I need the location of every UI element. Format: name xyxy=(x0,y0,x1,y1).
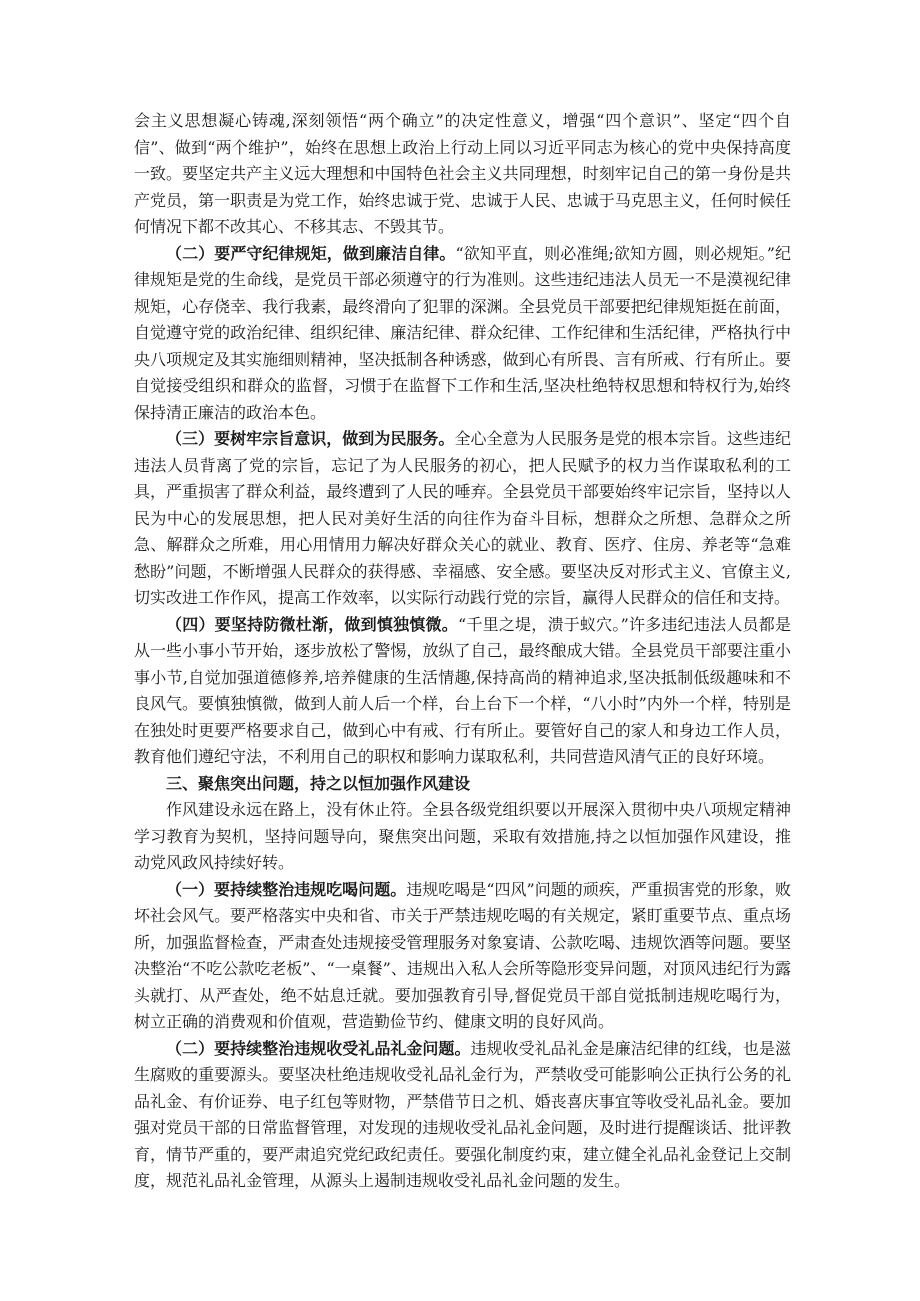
paragraph-prevention xyxy=(134,612,791,771)
paragraph-discipline-body: “欲知平直，则必准绳;欲知方圆，则必规矩。”纪律规矩是党的生命线，是党员干部必须遵守的行为准则。这些违纪违法人员无一不是漠视纪律规矩，心存侥幸、我行我素，最终滑向了犯罪的深渊。全县党员干部要把纪律规矩挺在前面，自觉遵守党的政治纪律、组织纪律、廉洁纪律、群众纪律、工作纪律和生活纪律，严格执行中央八项规定及其实施细则精神，坚决抵制各种诱惑，做到心有所畏、言有所戒、行有所止。要自觉接受组织和群众的监督，习惯于在监督下工作和生活,坚决杜绝特权思想和特权行为,始终保持清正廉洁的政治本色。 xyxy=(134,243,791,422)
paragraph-gifts-lead: （二）要持续整治违规收受礼品礼金问题。 xyxy=(166,1038,471,1058)
section-heading-three: 三、聚焦突出问题，持之以恒加强作风建设 xyxy=(166,773,471,793)
paragraph-purpose xyxy=(134,426,791,612)
paragraph-purpose-lead: （三）要树牢宗旨意识，做到为民服务。 xyxy=(166,429,455,448)
document-body xyxy=(134,108,791,1195)
paragraph-dining-body: 违规吃喝是“四风”问题的顽疾，严重损害党的形象，败坏社会风气。要严格落实中央和省、市关于严禁违规吃喝的有关规定，紧盯重要节点、重点场所，加强监督检查，严肃查处违规接受管理服务对象宴请、公款吃喝、违规饮酒等问题。要坚决整治“不吃公款吃老板”、“一桌餐”、违规出入私人会所等隐形变异问题，对顶风违纪行为露头就打、从严查处，绝不姑息迁就。要加强教育引导,督促党员干部自觉抵制违规吃喝行为，树立正确的消费观和价值观，营造勤俭节约、健康文明的良好风尚。 xyxy=(134,879,791,1031)
paragraph-dining xyxy=(134,877,791,1036)
paragraph-discipline xyxy=(134,241,791,427)
paragraph-discipline-lead: （二）要严守纪律规矩，做到廉洁自律。 xyxy=(166,243,456,263)
paragraph-section-intro: 作风建设永远在路上，没有休止符。全县各级党组织要以开展深入贯彻中央八项规定精神学习教育为契机，坚持问题导向，聚焦突出问题，采取有效措施,持之以恒加强作风建设，推动党风政风持续好转。 xyxy=(134,800,791,872)
paragraph-prevention-body: “千里之堤，溃于蚁穴。”许多违纪违法人员都是从一些小事小节开始，逐步放松了警惕，放纵了自己，最终酿成大错。全县党员干部要注重小事小节,自觉加强道德修养,培养健康的生活情趣,保持高尚的精神追求,坚决抵制低级趣味和不良风气。要慎独慎微，做到人前人后一个样，台上台下一个样，“八小时”内外一个样，特别是在独处时更要严格要求自己，做到心中有戒、行有所止。要管好自己的家人和身边工作人员，教育他们遵纪守法，不利用自己的职权和影响力谋取私利，共同营造风清气正的良好环境。 xyxy=(134,614,791,766)
paragraph-prevention-lead: （四）要坚持防微杜渐，做到慎独慎微。 xyxy=(166,614,458,634)
paragraph-continuation: 会主义思想凝心铸魂,深刻领悟“两个确立”的决定性意义，增强“四个意识”、坚定“四个自信”、做到“两个维护”，始终在思想上政治上行动上同以习近平同志为核心的党中央保持高度一致。要坚定共产主义远大理想和中国特色社会主义共同理想，时刻牢记自己的第一身份是共产党员，第一职责是为党工作，始终忠诚于党、忠诚于人民、忠诚于马克思主义，任何时候任何情况下都不改其心、不移其志、不毁其节。 xyxy=(134,111,791,236)
paragraph-dining-lead: （一）要持续整治违规吃喝问题。 xyxy=(166,879,407,899)
paragraph-gifts xyxy=(134,1036,791,1195)
paragraph-gifts-body: 违规收受礼品礼金是廉洁纪律的红线，也是滋生腐败的重要源头。要坚决杜绝违规收受礼品礼金行为，严禁收受可能影响公正执行公务的礼品礼金、有价证券、电子红包等财物，严禁借节日之机、婚丧喜庆事宜等收受礼品礼金。要加强对党员干部的日常监督管理，对发现的违规收受礼品礼金问题，及时进行提醒谈话、批评教育，情节严重的，要严肃追究党纪政纪责任。要强化制度约束，建立健全礼品礼金登记上交制度，规范礼品礼金管理，从源头上遏制违规收受礼品礼金问题的发生。 xyxy=(134,1038,791,1190)
paragraph-purpose-body: 全心全意为人民服务是党的根本宗旨。这些违纪违法人员背离了党的宗旨，忘记了为人民服务的初心，把人民赋予的权力当作谋取私利的工具，严重损害了群众利益，最终遭到了人民的唾弃。全县党员干部要始终牢记宗旨，坚持以人民为中心的发展思想，把人民对美好生活的向往作为奋斗目标，想群众之所想、急群众之所急、解群众之所难，用心用情用力解决好群众关心的就业、教育、医疗、住房、养老等“急难愁盼”问题，不断增强人民群众的获得感、幸福感、安全感。要坚决反对形式主义、官僚主义,切实改进工作作风，提高工作效率，以实际行动践行党的宗旨，赢得人民群众的信任和支持。 xyxy=(134,429,791,607)
